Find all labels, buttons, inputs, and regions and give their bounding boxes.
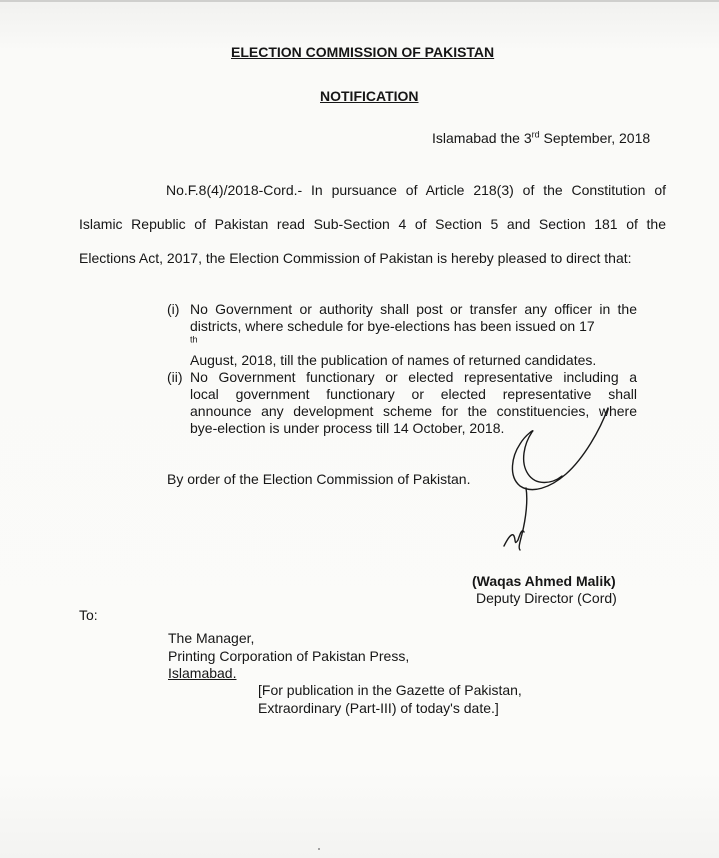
dateline-sup: rd	[531, 129, 540, 140]
dateline	[432, 130, 650, 147]
directive-sup: th	[190, 334, 198, 345]
intro-line-2: Islamic Republic of Pakistan read Sub-Section 4 of Section 5 and Section 181 of the	[79, 216, 666, 232]
directive-line: districts, where schedule for bye-elections has been issued on 17	[190, 318, 595, 334]
dateline-rest: September, 2018	[539, 130, 651, 146]
scan-edge	[0, 0, 719, 2]
notification-title: NOTIFICATION	[320, 88, 419, 104]
signatory-name: (Waqas Ahmed Malik)	[472, 573, 616, 589]
directive-line-with-sup	[190, 318, 637, 352]
recipient-line-2: Printing Corporation of Pakistan Press,	[168, 648, 410, 664]
directive-line: announce any development scheme for the constituencies, where	[190, 403, 637, 419]
scan-speck	[318, 848, 320, 850]
organization-heading: ELECTION COMMISSION OF PAKISTAN	[231, 44, 495, 60]
recipient-line-3: Islamabad.	[168, 665, 237, 681]
directive-line: No Government functionary or elected representative including a	[190, 369, 637, 385]
signatory-designation: Deputy Director (Cord)	[476, 590, 617, 606]
directive-line: local government functionary or elected representative shall	[190, 386, 637, 402]
intro-line-3: Elections Act, 2017, the Election Commission of Pakistan is hereby pleased to direct that:	[79, 250, 632, 266]
directive-line: bye-election is under process till 14 October, 2018.	[190, 420, 505, 436]
intro-line-1: No.F.8(4)/2018-Cord.- In pursuance of Article 218(3) of the Constitution of	[166, 182, 666, 198]
signature-icon	[496, 400, 656, 560]
directive-line: August, 2018, till the publication of names of returned candidates.	[190, 352, 597, 368]
directive-number: (ii)	[167, 369, 183, 385]
order-line: By order of the Election Commission of Pakistan.	[167, 471, 471, 487]
publication-note-2: Extraordinary (Part-III) of today's date.]	[258, 700, 499, 716]
directive-line: No Government or authority shall post or transfer any officer in the	[190, 301, 637, 317]
to-label: To:	[79, 607, 98, 623]
publication-note-1: [For publication in the Gazette of Pakistan,	[258, 682, 522, 698]
directive-number: (i)	[167, 301, 180, 317]
dateline-place: Islamabad the 3	[432, 130, 532, 146]
recipient-line-1: The Manager,	[168, 630, 255, 646]
